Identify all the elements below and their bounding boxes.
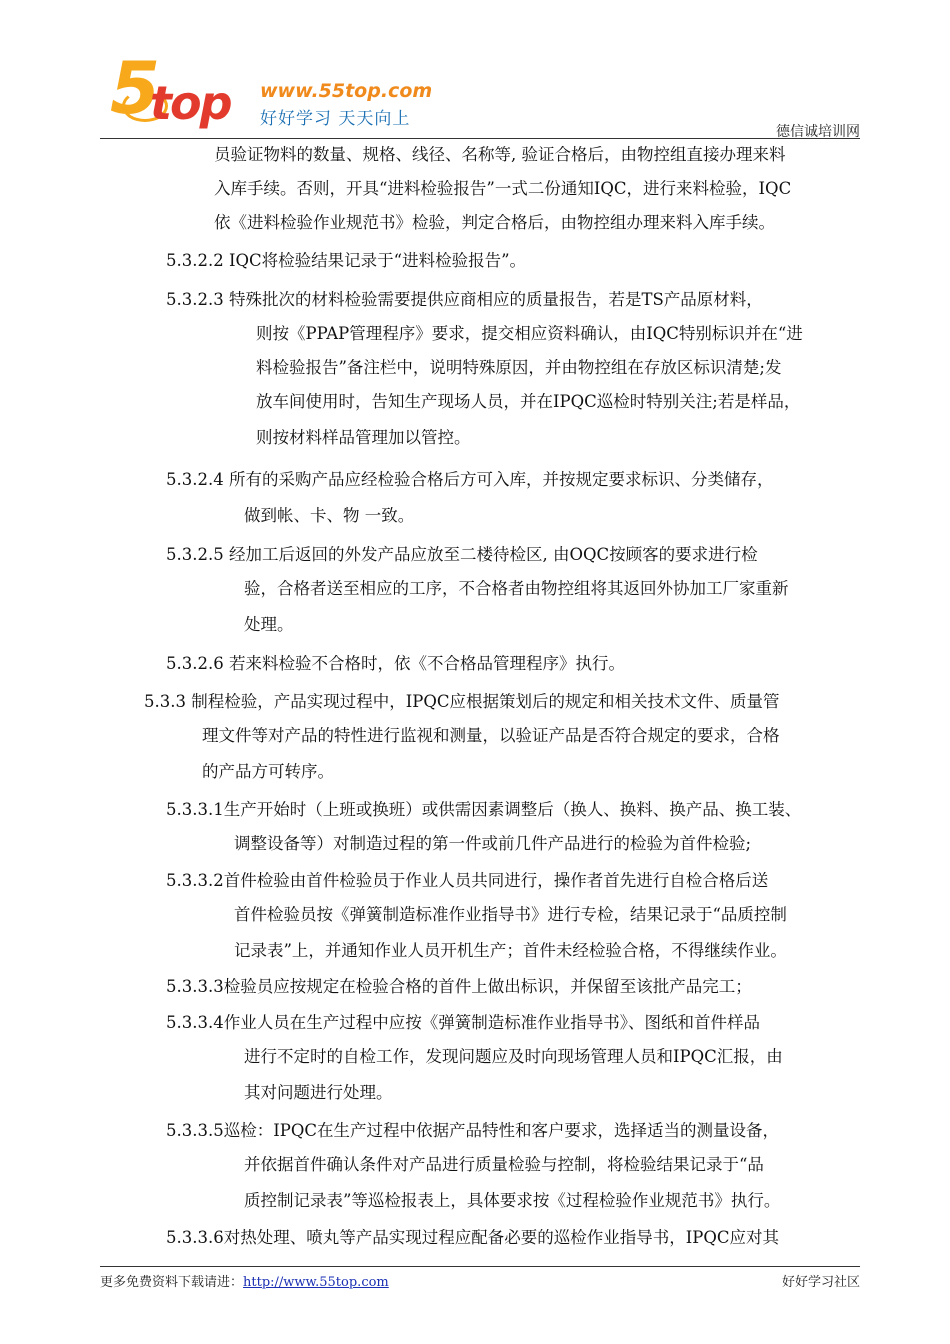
text-line: 5.3.2.6 若来料检验不合格时，依《不合格品管理程序》执行。 <box>166 654 625 673</box>
text-line: 并依据首件确认条件对产品进行质量检验与控制，将检验结果记录于“品 <box>244 1155 764 1174</box>
logo-word: top <box>150 76 231 130</box>
text-line: 5.3.3.4作业人员在生产过程中应按《弹簧制造标准作业指导书》、图纸和首件样品 <box>166 1013 760 1032</box>
text-line: 5.3.2.4 所有的采购产品应经检验合格后方可入库，并按规定要求标识、分类储存， <box>166 470 774 489</box>
page-header <box>100 40 860 140</box>
text-line: 员验证物料的数量、规格、线径、名称等, 验证合格后，由物控组直接办理来料 <box>214 145 786 164</box>
footer-download-label: 更多免费资料下载请进： <box>100 1275 244 1290</box>
text-line: 5.3.3.1生产开始时（上班或换班）或供需因素调整后（换人、换料、换产品、换工装、 <box>166 800 802 819</box>
footer-left <box>100 1271 389 1290</box>
text-line: 5.3.3 制程检验，产品实现过程中，IPQC应根据策划后的规定和相关技术文件、质量管 <box>144 692 780 711</box>
text-line: 料检验报告”备注栏中，说明特殊原因，并由物控组在存放区标识清楚;发 <box>256 358 782 377</box>
site-name: 德信诚培训网 <box>776 124 860 140</box>
text-line: 5.3.2.3 特殊批次的材料检验需要提供应商相应的质量报告，若是TS产品原材料， <box>166 290 763 309</box>
text-line: 调整设备等）对制造过程的第一件或前几件产品进行的检验为首件检验; <box>234 834 752 853</box>
text-line: 5.3.3.3检验员应按规定在检验合格的首件上做出标识，并保留至该批产品完工； <box>166 977 752 996</box>
footer-site-link[interactable]: http://www.55top.com <box>243 1275 389 1290</box>
text-line: 的产品方可转序。 <box>202 762 334 781</box>
logo-url: www.55top.com <box>260 80 433 102</box>
footer-community: 好好学习社区 <box>781 1275 860 1290</box>
text-line: 进行不定时的自检工作，发现问题应及时向现场管理人员和IPQC汇报，由 <box>244 1047 783 1066</box>
text-line: 首件检验员按《弹簧制造标准作业指导书》进行专检，结果记录于“品质控制 <box>234 905 787 924</box>
text-line: 则按材料样品管理加以管控。 <box>256 428 471 447</box>
logo-slogan: 好好学习 天天向上 <box>260 109 411 129</box>
text-line: 其对问题进行处理。 <box>244 1083 393 1102</box>
text-line: 入库手续。否则，开具“进料检验报告”一式二份通知IQC，进行来料检验，IQC <box>214 179 792 198</box>
text-line: 质控制记录表”等巡检报表上，具体要求按《过程检验作业规范书》执行。 <box>244 1191 781 1210</box>
logo-digit: 5 <box>110 46 161 130</box>
text-line: 5.3.3.6对热处理、喷丸等产品实现过程应配备必要的巡检作业指导书，IPQC应对其 <box>166 1228 779 1247</box>
text-line: 依《进料检验作业规范书》检验，判定合格后，由物控组办理来料入库手续。 <box>214 213 775 232</box>
text-line: 处理。 <box>244 615 294 634</box>
text-line: 理文件等对产品的特性进行监视和测量，以验证产品是否符合规定的要求，合格 <box>202 726 780 745</box>
text-line: 则按《PPAP管理程序》要求，提交相应资料确认，由IQC特别标识并在“进 <box>256 324 803 343</box>
text-line: 做到帐、卡、物 一致。 <box>244 506 415 525</box>
text-line: 验，合格者送至相应的工序，不合格者由物控组将其返回外协加工厂家重新 <box>244 579 789 598</box>
site-logo[interactable] <box>110 46 440 132</box>
text-line: 5.3.3.5巡检：IPQC在生产过程中依据产品特性和客户要求，选择适当的测量设备， <box>166 1121 779 1140</box>
footer-divider <box>100 1266 860 1267</box>
text-line: 5.3.2.5 经加工后返回的外发产品应放至二楼待检区, 由OQC按顾客的要求进行检 <box>166 545 758 564</box>
text-line: 记录表”上，并通知作业人员开机生产；首件未经检验合格，不得继续作业。 <box>234 941 787 960</box>
text-line: 放车间使用时，告知生产现场人员，并在IPQC巡检时特别关注;若是样品， <box>256 392 801 411</box>
text-line: 5.3.2.2 IQC将检验结果记录于“进料检验报告”。 <box>166 251 527 270</box>
text-line: 5.3.3.2首件检验由首件检验员于作业人员共同进行，操作者首先进行自检合格后送 <box>166 871 769 890</box>
